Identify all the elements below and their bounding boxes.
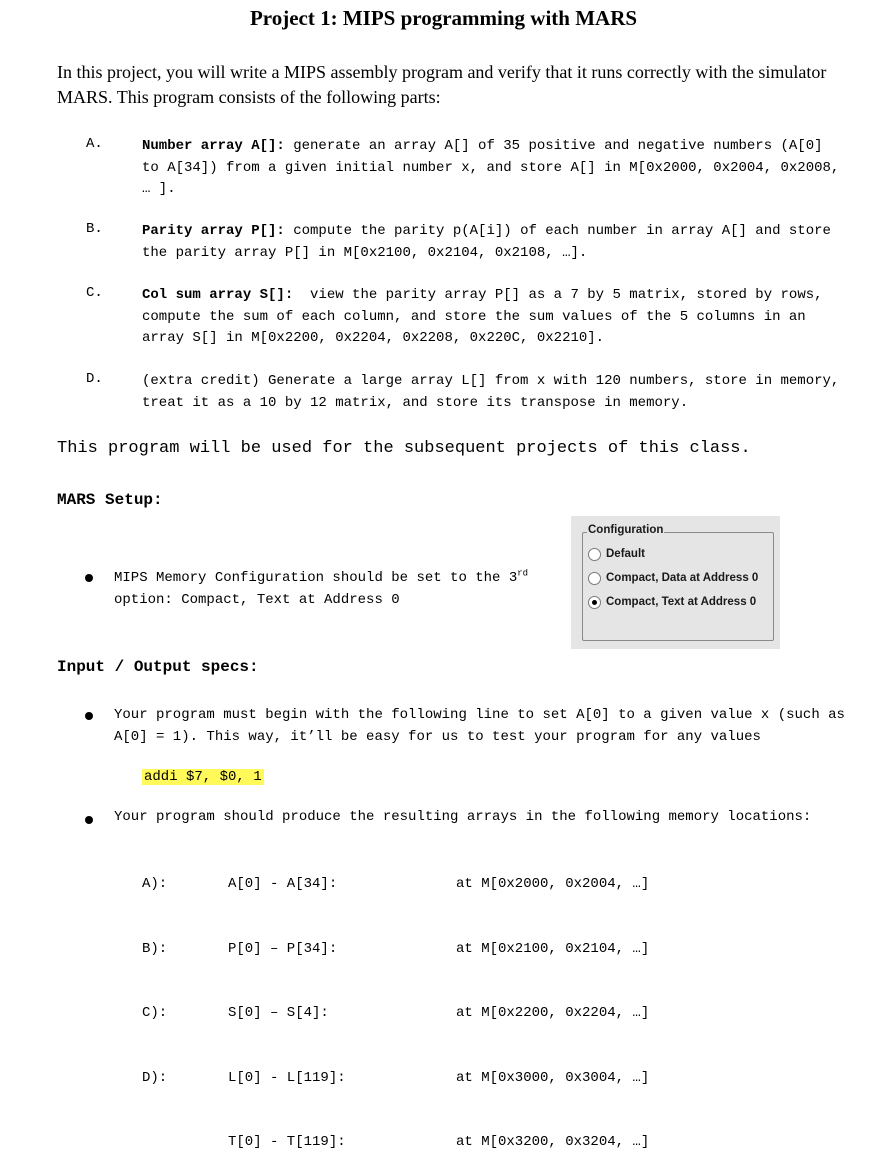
mars-setup-heading: MARS Setup:: [57, 491, 163, 509]
table-row-label: C):: [142, 1005, 168, 1021]
bullet-icon: [85, 816, 93, 824]
io-bullet-2: Your program should produce the resulting arrays in the following memory locations:: [114, 809, 812, 825]
part-d-body: [142, 371, 847, 414]
table-row-label: B):: [142, 940, 168, 957]
mars-setup-text-after: option: Compact, Text at Address 0: [114, 592, 400, 608]
part-b-title: Parity array P[]:: [142, 223, 285, 239]
intro-paragraph: In this project, you will write a MIPS assembly program and verify that it runs correctly with the simulator MARS. This program consists of the following parts:: [57, 62, 827, 107]
subsequent-note: This program will be used for the subsequent projects of this class.: [57, 439, 751, 458]
io-bullet-1: Your program must begin with the following line to set A[0] to a given value x (such as A[0] = 1). This way, it’ll be easy for us to test your program for any values: [114, 707, 845, 745]
part-b-letter: B.: [86, 221, 103, 237]
table-row-address: at M[0x2000, 0x2004, …]: [456, 876, 650, 892]
part-a-body: [142, 136, 847, 201]
table-row-label: D):: [142, 1069, 168, 1086]
table-row-range: L[0] - L[119]:: [228, 1069, 346, 1086]
part-d-text: (extra credit) Generate a large array L[] from x with 120 numbers, store in memory, treat it as a 10 by 12 matrix, and store its transpose in memory.: [142, 373, 840, 411]
radio-button-icon[interactable]: [588, 548, 601, 561]
table-row-address: at M[0x3000, 0x3004, …]: [456, 1069, 650, 1086]
table-row-range: A[0] - A[34]:: [228, 876, 338, 892]
radio-button-icon[interactable]: [588, 572, 601, 585]
part-c-body: [142, 285, 847, 350]
part-c-letter: C.: [86, 285, 103, 301]
table-row-range: S[0] – S[4]:: [228, 1005, 329, 1021]
config-option-label: Compact, Text at Address 0: [606, 596, 757, 608]
part-d-letter: D.: [86, 371, 103, 387]
config-option-label: Compact, Data at Address 0: [606, 572, 759, 584]
part-b-body: [142, 221, 847, 264]
mars-setup-superscript: rd: [517, 568, 529, 579]
code-snippet: addi $7, $0, 1: [144, 769, 262, 785]
config-option-compact-data[interactable]: [588, 570, 758, 586]
radio-selected-icon[interactable]: [588, 596, 601, 609]
part-a-title: Number array A[]:: [142, 138, 285, 154]
part-c-title: Col sum array S[]:: [142, 287, 294, 303]
page-title: Project 1: MIPS programming with MARS: [249, 6, 638, 30]
part-b-text: compute the parity p(A[i]) of each number in array A[] and store the parity array P[] in M[0x2100, 0x2104, 0x2108, …].: [142, 223, 831, 261]
table-row-address: at M[0x3200, 0x3204, …]: [456, 1134, 650, 1150]
part-c-text: view the parity array P[] as a 7 by 5 matrix, stored by rows, compute the sum of each column, and store the sum values of the 5 columns in an array S[] in M[0x2200, 0x2204, 0x2208, 0x220C, 0x2210].: [142, 287, 831, 346]
memory-table-addresses: [456, 831, 649, 1175]
config-option-compact-text[interactable]: [588, 594, 756, 610]
io-specs-heading: Input / Output specs:: [57, 658, 259, 676]
memory-table-ranges: [228, 831, 346, 1175]
bullet-icon: [85, 712, 93, 720]
table-row-range: P[0] – P[34]:: [228, 940, 338, 957]
bullet-icon: [85, 574, 93, 582]
part-a-text: generate an array A[] of 35 positive and negative numbers (A[0] to A[34]) from a given initial number x, and store A[] in M[0x2000, 0x2004, 0x2008, … ].: [142, 138, 840, 197]
config-option-default[interactable]: [588, 546, 645, 562]
table-row-address: at M[0x2100, 0x2104, …]: [456, 940, 650, 957]
table-row-label: A):: [142, 876, 168, 892]
config-legend: Configuration: [588, 524, 664, 536]
mars-setup-text-before: MIPS Memory Configuration should be set to the 3: [114, 570, 518, 586]
part-a-letter: A.: [86, 136, 103, 152]
memory-table-labels: [142, 831, 167, 1154]
mars-setup-text: [114, 567, 564, 611]
table-row-range: T[0] - T[119]:: [228, 1134, 346, 1150]
table-row-address: at M[0x2200, 0x2204, …]: [456, 1005, 650, 1021]
config-option-label: Default: [606, 548, 645, 560]
